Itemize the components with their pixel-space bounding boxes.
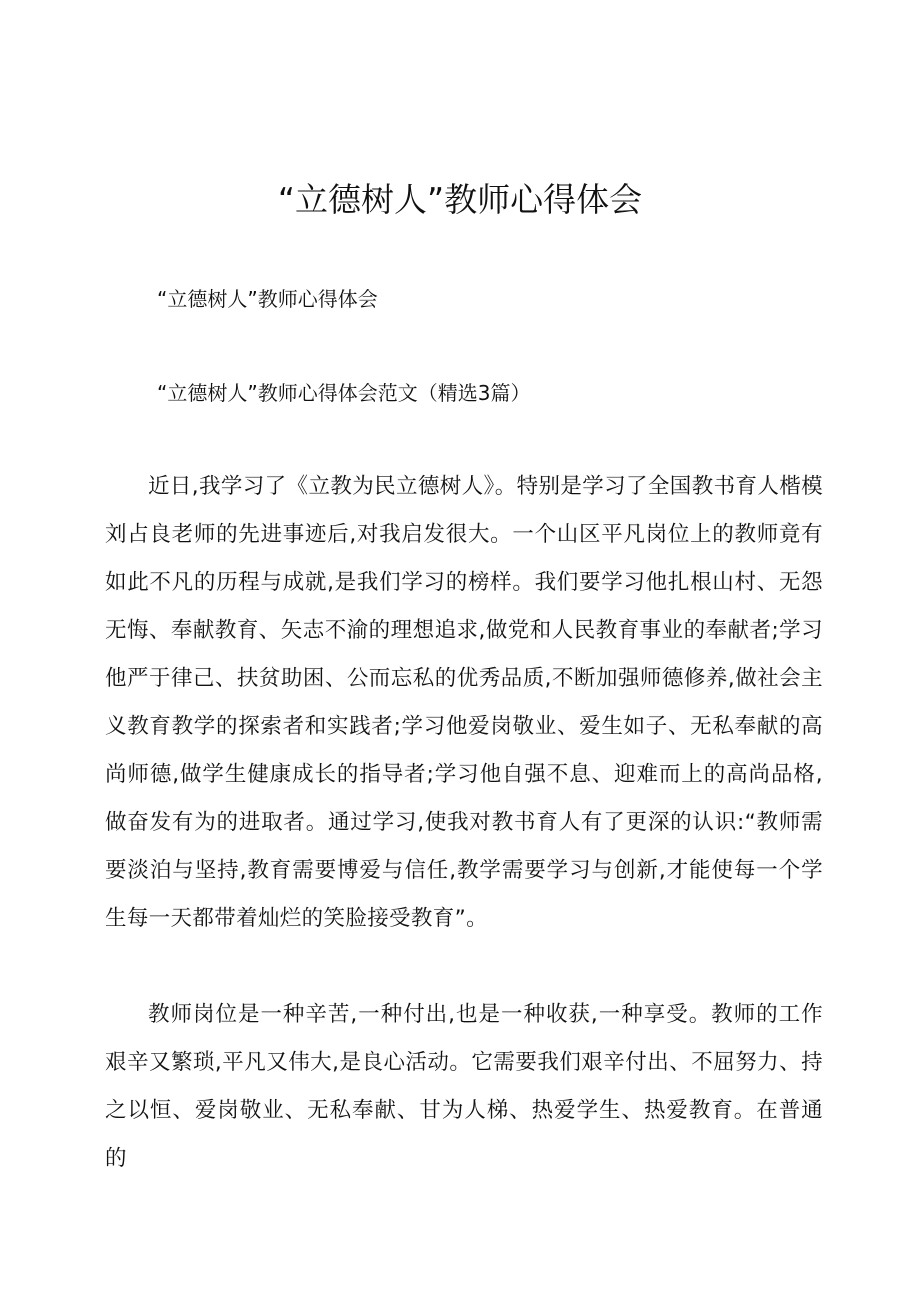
- document-title: “立德树人”教师心得体会: [277, 180, 643, 219]
- subtitle-heading: “立德树人”教师心得体会: [157, 287, 378, 311]
- subtitle-collection: “立德树人”教师心得体会范文（精选3篇）: [157, 381, 531, 405]
- body-paragraph: 近日,我学习了《立教为民立德树人》。特别是学习了全国教书育人楷模刘占良老师的先进事迹后,对我启发很大。一个山区平凡岗位上的教师竟有如此不凡的历程与成就,是我们学习的榜样。我们要学习他扎根山村、无怨无悔、奉献教育、矢志不渝的理想追求,做党和人民教育事业的奉献者;学习他严于律己、扶贫助困、公而忘私的优秀品质,不断加强师德修养,做社会主义教育教学的探索者和实践者;学习他爱岗敬业、爱生如子、无私奉献的高尚师德,做学生健康成长的指导者;学习他自强不息、迎难而上的高尚品格,做奋发有为的进取者。通过学习,使我对教书育人有了更深的认识:“教师需要淡泊与坚持,教育需要博爱与信任,教学需要学习与创新,才能使每一个学生每一天都带着灿烂的笑脸接受教育”。: [105, 474, 823, 931]
- body-paragraph: 教师岗位是一种辛苦,一种付出,也是一种收获,一种享受。教师的工作艰辛又繁琐,平凡又伟大,是良心活动。它需要我们艰辛付出、不屈努力、持之以恒、爱岗敬业、无私奉献、甘为人梯、热爱学生、热爱教育。在普通的: [105, 1002, 823, 1171]
